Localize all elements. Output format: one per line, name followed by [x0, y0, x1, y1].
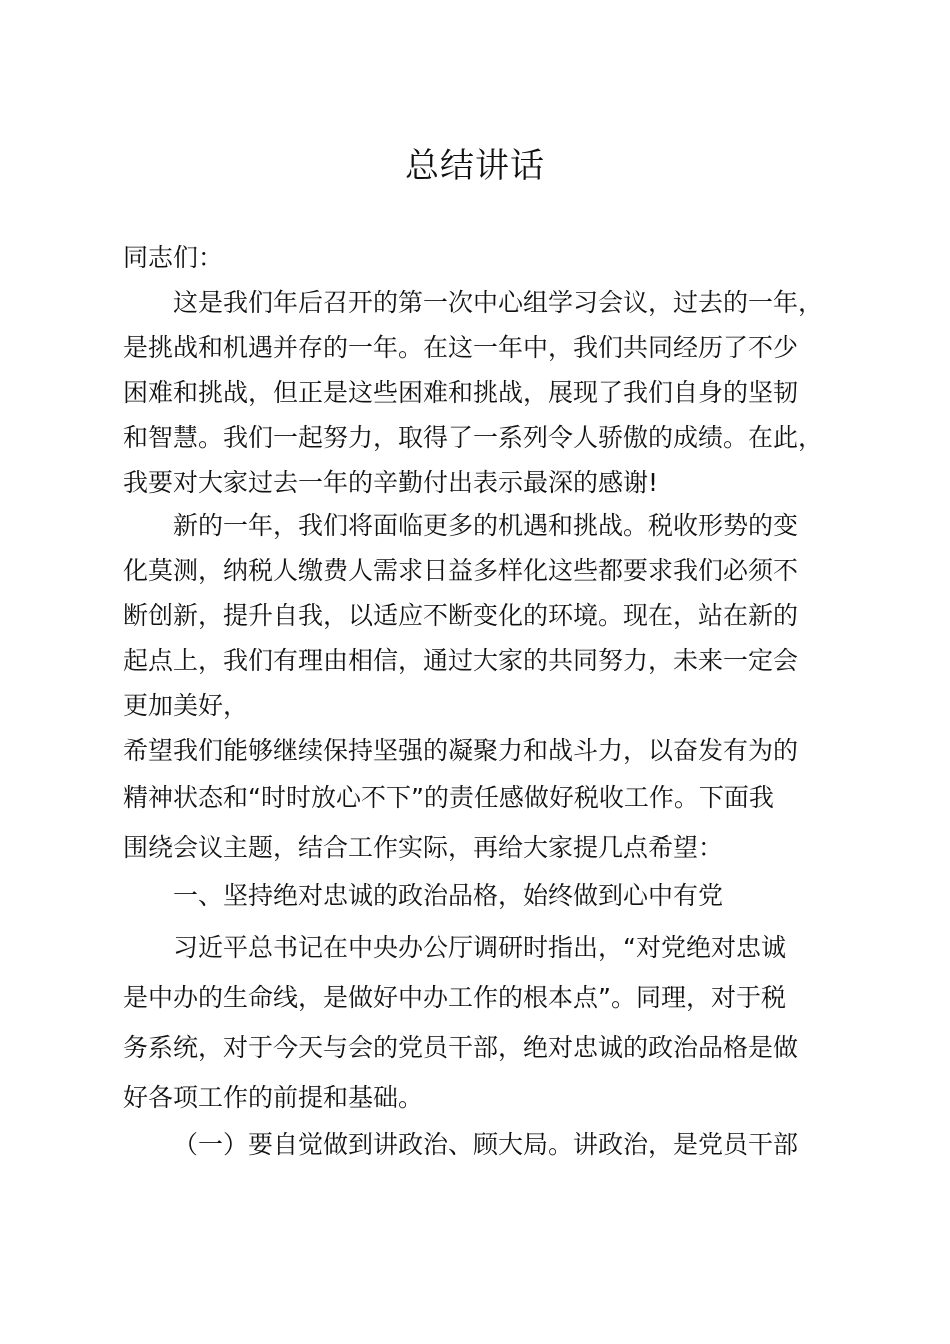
paragraph-line: 围绕会议主题，结合工作实际，再给大家提几点希望： — [123, 833, 724, 862]
paragraph-line: 更加美好， — [123, 691, 249, 720]
paragraph-line: 精神状态和“时时放心不下”的责任感做好税收工作。下面我 — [123, 783, 774, 812]
salutation-line: 同志们： — [123, 243, 224, 272]
paragraph-line: 和智慧。我们一起努力，取得了一系列令人骄傲的成绩。在此， — [123, 423, 824, 452]
paragraph-line: 新的一年，我们将面临更多的机遇和挑战。税收形势的变 — [173, 511, 799, 540]
paragraph-line: 希望我们能够继续保持坚强的凝聚力和战斗力，以奋发有为的 — [123, 736, 799, 765]
paragraph-line: 化莫测，纳税人缴费人需求日益多样化这些都要求我们必须不 — [123, 556, 799, 585]
paragraph-line: 困难和挑战，但正是这些困难和挑战，展现了我们自身的坚韧 — [123, 378, 799, 407]
paragraph-line: 这是我们年后召开的第一次中心组学习会议，过去的一年， — [173, 288, 824, 317]
paragraph-line: 好各项工作的前提和基础。 — [123, 1083, 424, 1112]
paragraph-line: 是中办的生命线，是做好中办工作的根本点”。同理，对于税 — [123, 983, 786, 1012]
paragraph-line: 习近平总书记在中央办公厅调研时指出，“对党绝对忠诚 — [173, 933, 786, 962]
section-heading: 一、坚持绝对忠诚的政治品格，始终做到心中有党 — [173, 881, 724, 910]
document-title: 总结讲话 — [405, 146, 545, 186]
paragraph-line: 起点上，我们有理由相信，通过大家的共同努力，未来一定会 — [123, 646, 799, 675]
subsection-line: （一）要自觉做到讲政治、顾大局。讲政治，是党员干部 — [173, 1130, 799, 1159]
paragraph-line: 我要对大家过去一年的辛勤付出表示最深的感谢! — [123, 468, 659, 497]
paragraph-line: 是挑战和机遇并存的一年。在这一年中，我们共同经历了不少 — [123, 333, 799, 362]
paragraph-line: 务系统，对于今天与会的党员干部，绝对忠诚的政治品格是做 — [123, 1033, 799, 1062]
paragraph-line: 断创新，提升自我，以适应不断变化的环境。现在，站在新的 — [123, 601, 799, 630]
